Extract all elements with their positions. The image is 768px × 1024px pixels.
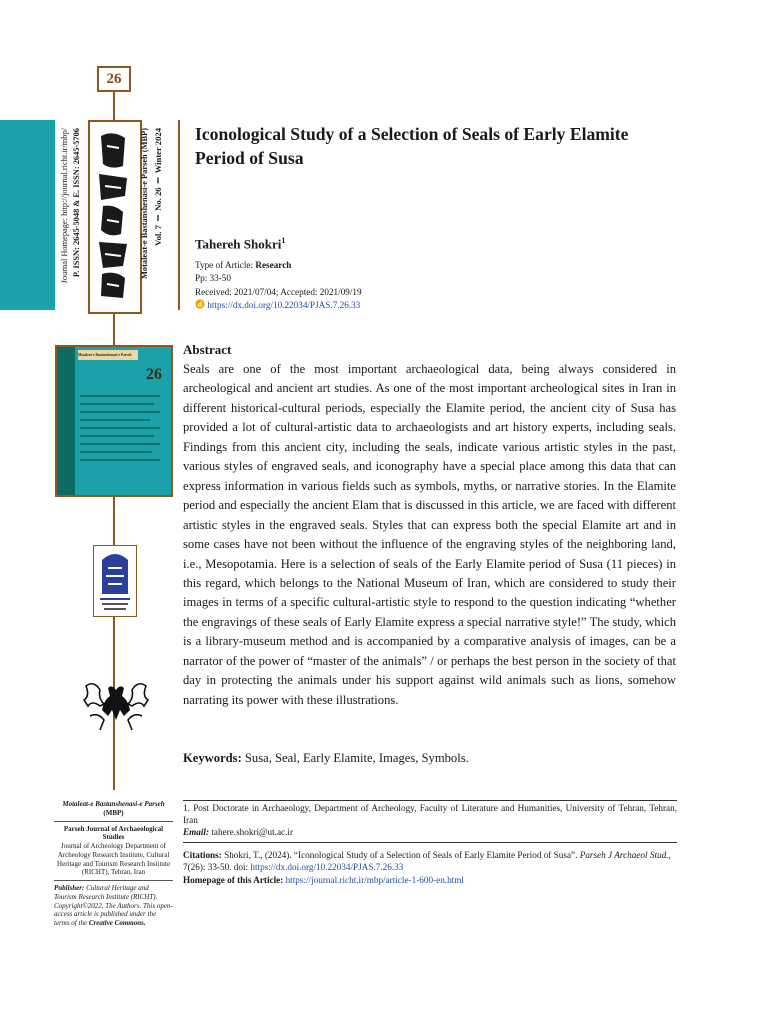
info-divider [54, 880, 173, 881]
keywords [183, 751, 676, 766]
article-pages: Pp: 33-50 [195, 273, 231, 284]
article-type-label: Type of Article: [195, 260, 254, 270]
author-footnote-mark: 1 [281, 236, 286, 245]
journal-abbr-small: (MBP) [103, 808, 124, 817]
abstract-heading: Abstract [183, 342, 232, 357]
abstract-text: Seals are one of the most important archaeological data, being always considered in archeological and ancient art studies. As one of the most important archeological sites in Iran in different historical-cultural periods, especially the Elamite period, the ancient city of Susa has provided a lot of cultural-artistic data to archaeologists and art history experts, including seals. Findings from this ancient city, including the seals, indicate various artistic styles in the past, various styles of engraved seals, and iconography have a special place among this data that can express information in various fields such as symbols, myths, or narrative stories. In the Elamite period and especially the ancient Elam that is discussed in this article, we are faced with different artistic styles in the engraved seals. Styles that can express both the special Elamite art and in some cases have not been without the influence of the engraving styles of the neighboring land, i.e., Mesopotamia. Here is a selection of seals of the Early Elamite period of Susa (11 pieces) in this regard, which belongs to the National Museum of Iran, which are considered to study their images in terms of a specific cultural-artistic style to respond to the question indicating “whether the engravings of these seals of Early Elamite express a special narrative style!” The study, which is a library-museum method and is accompanied by a comparative analysis of images, can be a narrator of the power of “master of the animals” / or perhaps the best person in the society of that day in protecting the animals under his support against wild animals such as lions, somehow narrating its power with these illustrations. [183, 362, 676, 707]
journal-name-vertical: Motaleat-e Bastanshenasi-e Parseh (MBP) [140, 128, 149, 279]
teal-side-band [0, 120, 55, 310]
parseh-journal-title: Parseh Journal of Archaeological Studies [63, 824, 164, 842]
publisher-label: Publisher: [54, 884, 85, 892]
cover-title-bar [78, 350, 138, 360]
citation-rule [183, 842, 677, 843]
page-number: 26 [97, 66, 131, 92]
cover-line [80, 395, 160, 397]
citation-label: Citations: [183, 850, 222, 860]
publisher-name: Cultural Heritage and Tourism Research Institute (RICHT). [54, 884, 158, 901]
header-divider [178, 120, 180, 310]
institute-emblem-icon [94, 546, 136, 616]
citation-doi-link[interactable]: https://dx.doi.org/10.22034/PJAS.7.26.33 [250, 862, 404, 873]
keywords-label: Keywords: [183, 751, 242, 765]
article-title: Iconological Study of a Selection of Seals of Early Elamite Period of Susa [195, 124, 629, 168]
keywords-list: Susa, Seal, Early Elamite, Images, Symbols. [244, 751, 469, 765]
footnote-affiliation: 1. Post Doctorate in Archaeology, Department of Archeology, Faculty of Literature and Humanities, University of Tehran, Tehran, Iran [183, 803, 677, 825]
cover-issue-number: 26 [146, 366, 162, 383]
article-dates: Received: 2021/07/04; Accepted: 2021/09/19 [195, 286, 362, 297]
author-name [195, 236, 285, 252]
journal-affiliation: Journal of Archeology Department of Archeology Research Institute, Cultural Heritage and Tourism Research Institute (RICHT), Tehran, Iran [57, 842, 170, 877]
cover-line [80, 419, 150, 421]
cover-title-text: Motaleat-e Bastanshenasi-e Parseh [78, 353, 132, 357]
doi-link[interactable]: https://dx.doi.org/10.22034/PJAS.7.26.33 [207, 300, 361, 311]
cover-sidebar [57, 347, 75, 495]
journal-info-column [54, 800, 173, 928]
citation-text-b: 7(26): 33-50. doi: [183, 862, 249, 873]
citation-journal: Parseh J Archaeol Stud., [579, 850, 671, 860]
svg-text:d: d [197, 301, 203, 309]
doi-icon [195, 299, 205, 309]
license-name[interactable]: Creative Commons. [88, 919, 146, 927]
citation-block [183, 849, 677, 886]
cover-line [80, 411, 160, 413]
cover-line [80, 459, 160, 461]
cover-line [80, 427, 160, 429]
email-label: Email: [183, 826, 210, 837]
citation-text-a: Shokri, T., (2024). “Iconological Study of a Selection of Seals of Early Elamite Period of Susa”. [224, 850, 578, 860]
author-email[interactable]: tahere.shokri@ut.ac.ir [211, 826, 294, 837]
journal-issn-vertical: P. ISSN: 2645-5048 & E. ISSN: 2645-5706 [72, 128, 81, 278]
info-divider [54, 821, 173, 822]
journal-homepage-vertical[interactable]: Journal Homepage: http://journal.richt.ir/mbp/ [60, 128, 69, 284]
footnote-rule [183, 800, 677, 801]
cover-line [80, 403, 154, 405]
author-footnote [183, 803, 677, 839]
article-homepage-link[interactable]: https://journal.richt.ir/mbp/article-1-600-en.html [285, 874, 464, 885]
calligraphy-logo-icon [93, 126, 133, 304]
author-name-text: Tahereh Shokri [195, 236, 282, 252]
cover-line [80, 451, 152, 453]
copyright-notice: Copyright©2022, The Authors. This open-access article is published under the terms of the [54, 901, 173, 927]
journal-name-small: Motaleat-e Bastanshenasi-e Parseh [62, 800, 165, 808]
cover-line [80, 435, 154, 437]
cover-line [80, 443, 160, 445]
journal-volume-vertical: Vol. 7 ‖ No. 26 ‖ Winter 2024 [153, 128, 163, 246]
seal-lion-illustration-icon [80, 676, 152, 736]
article-meta [195, 259, 362, 312]
homepage-label: Homepage of this Article: [183, 874, 284, 885]
institute-logo [93, 545, 137, 617]
article-type-value: Research [255, 260, 292, 270]
